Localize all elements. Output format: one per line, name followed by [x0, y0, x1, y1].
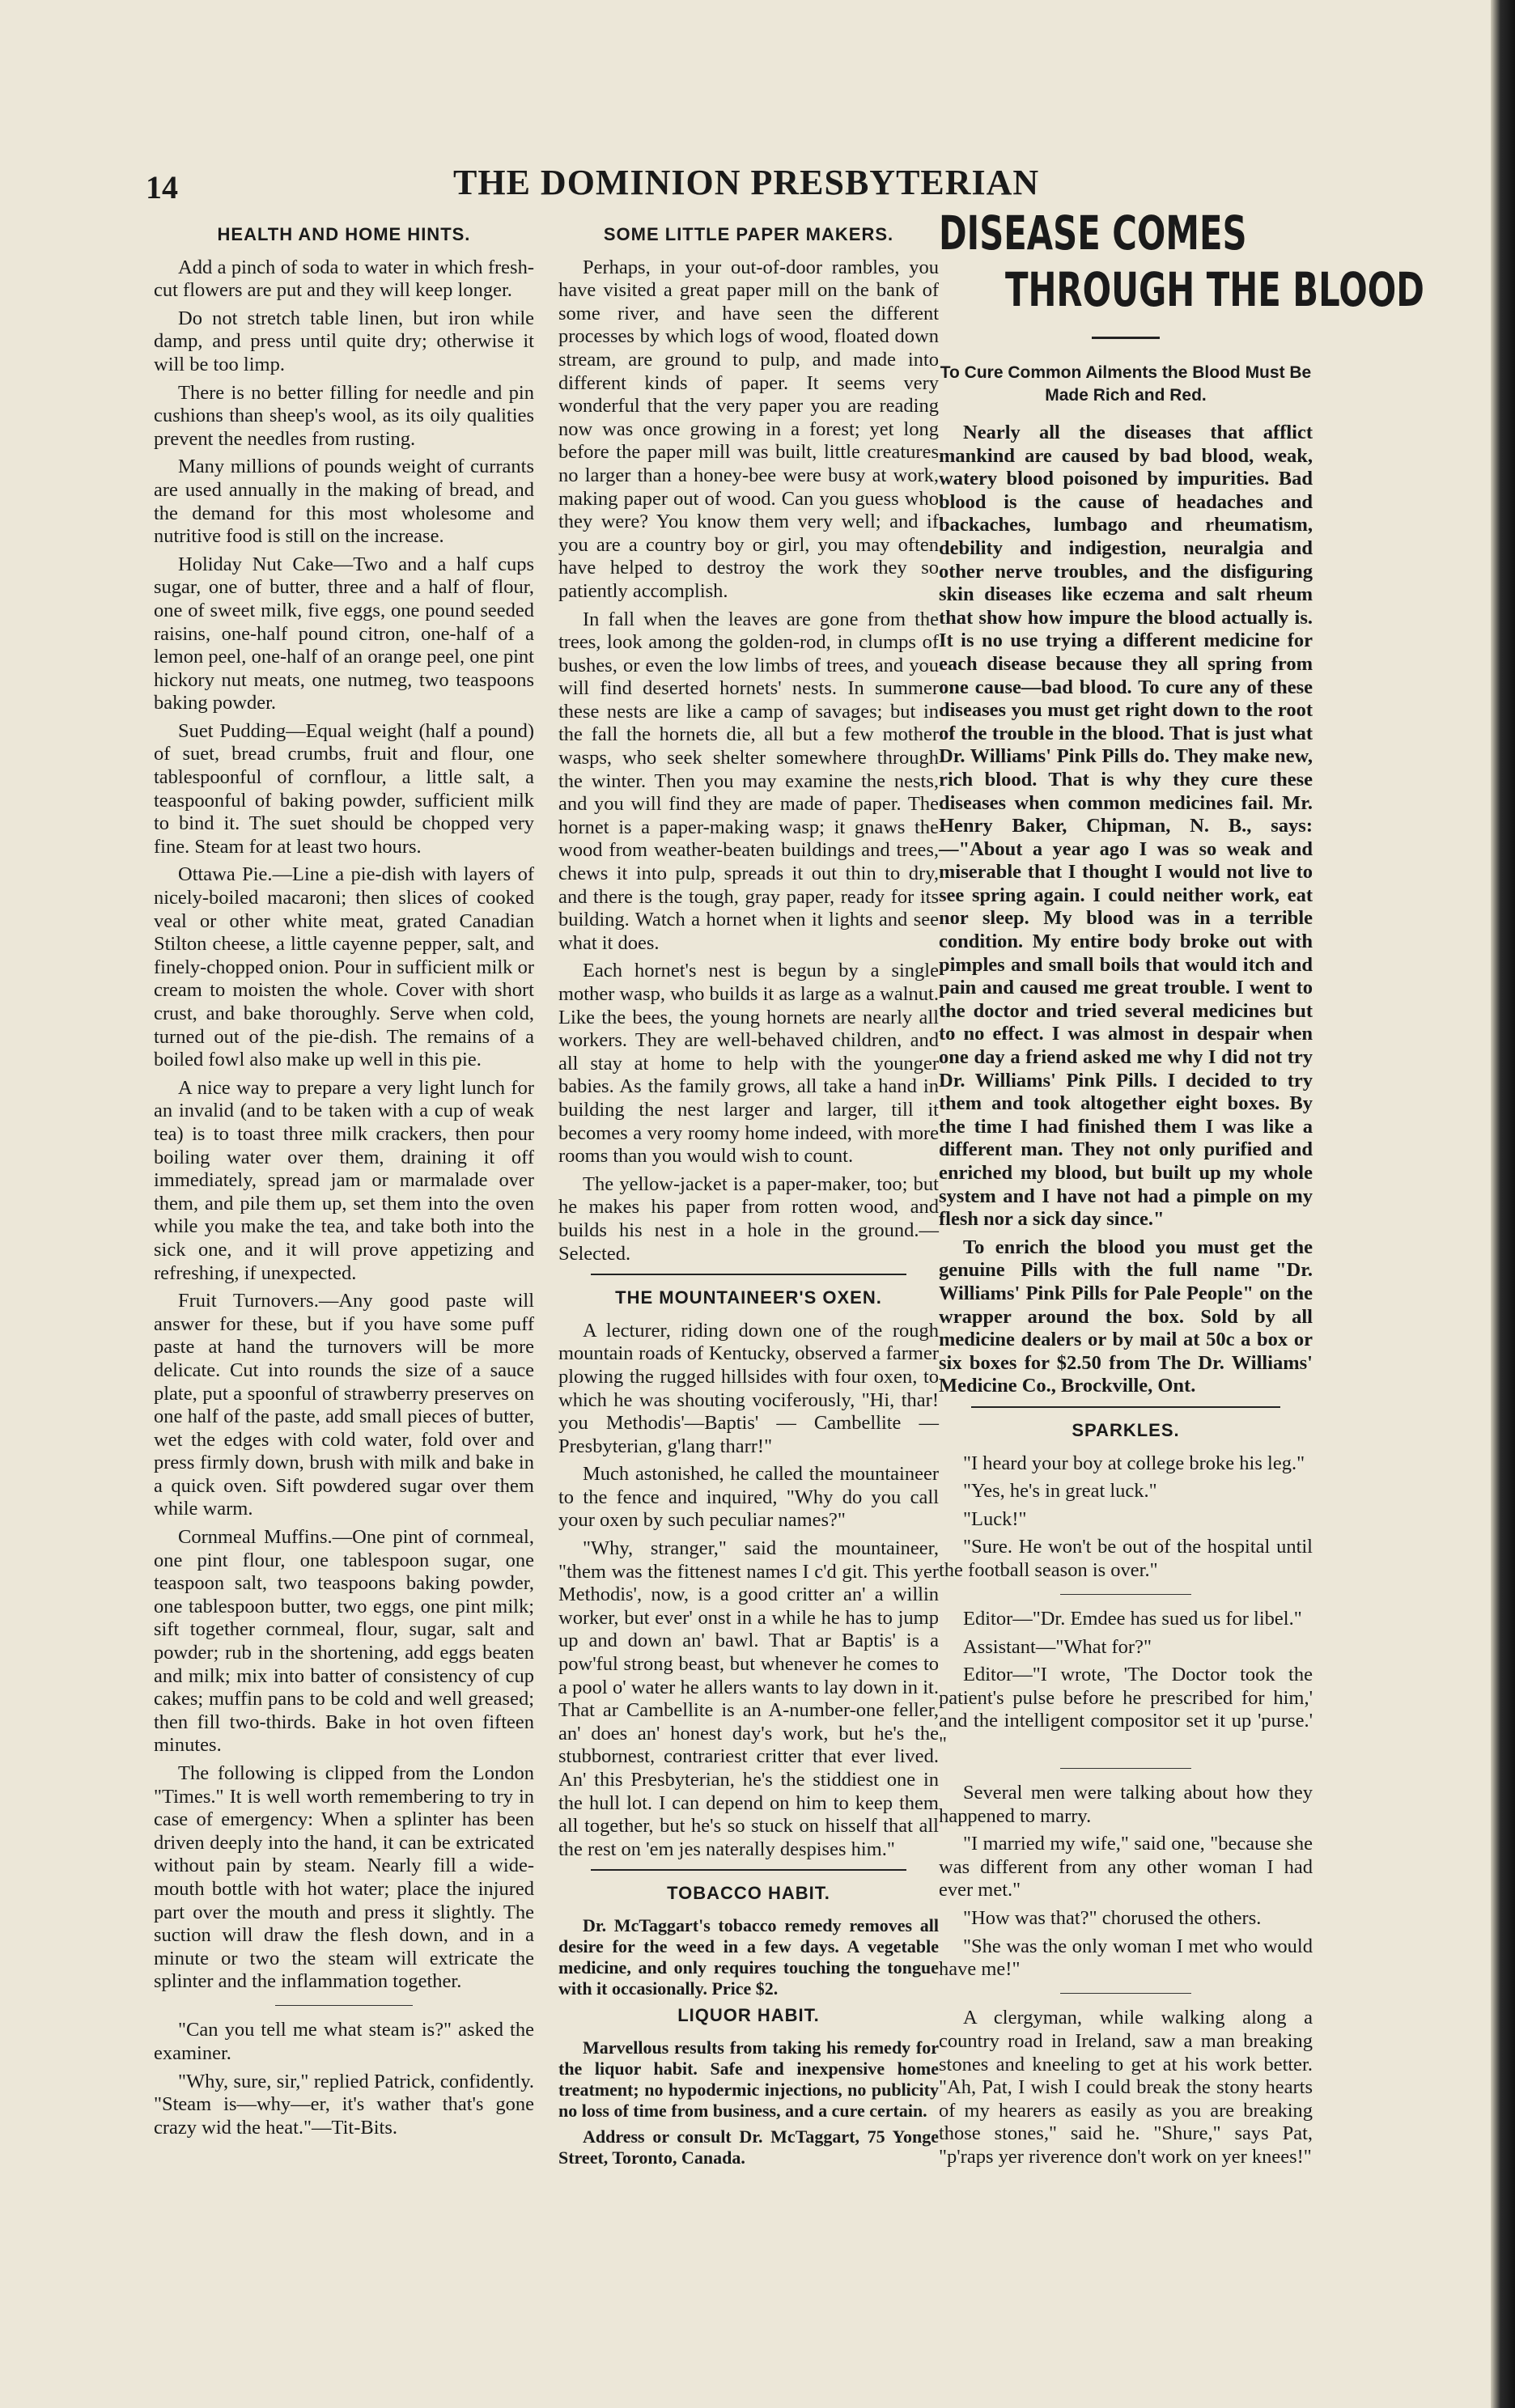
ad-text-liquor: Marvellous results from taking his remedy for the liquor habit. Safe and inexpensive home treatment; no hypodermic injections, no publicity no loss of time from business, and a cure certain.: [558, 2037, 939, 2121]
article-paragraph: A nice way to prepare a very light lunch for an invalid (and to be taken with a cup of weak tea) is to toast three milk crackers, then pour boiling water over them, draining it off immediately, spread jam or marmalade over them, and pile them up, set them into the oven while you make the tea, and take both into the sick one, and it will prove appetizing and refreshing, if unexpected.: [154, 1076, 534, 1284]
article-paragraph: Add a pinch of soda to water in which fresh-cut flowers are put and they will keep longer.: [154, 256, 534, 302]
article-paragraph: Each hornet's nest is begun by a single mother wasp, who builds it as large as a walnut. Like the bees, the young hornets are nearly all workers. They are well-behaved children, and all stay at home to help with the younger babies. As the family grows, all take a hand in building the nest larger and larger, till it becomes a very roomy home indeed, with more rooms than you would wish to count.: [558, 960, 939, 1168]
divider: [1060, 1993, 1191, 1995]
page-number: 14: [146, 169, 178, 206]
sparkle-line: "Sure. He won't be out of the hospital until the football season is over.": [939, 1536, 1313, 1581]
divider: [591, 1869, 906, 1871]
sparkle-line: "How was that?" chorused the others.: [963, 1907, 1262, 1930]
article-paragraph: Fruit Turnovers.—Any good paste will answer for these, but if you have some puff paste at hand the turnovers will be more delicate. Cut into rounds the size of a sauce plate, put a spoonful of strawberry preserves on one half of the paste, add small pieces of butter, wet the edges with cold water, fold over and press firmly down, brush with milk and bake in a quick oven. Sift powdered sugar over them while warm.: [154, 1290, 534, 1520]
section-title-mountaineers-oxen: THE MOUNTAINEER'S OXEN.: [615, 1287, 882, 1308]
article-paragraph: Ottawa Pie.—Line a pie-dish with layers of nicely-boiled macaroni; then slices of cooked veal or other white meat, grated Canadian Stilton cheese, a little cayenne pepper, salt, and finely-chopped onion. Pour in sufficient milk or cream to moisten the whole. Cover with short crust, and bake thoroughly. Serve when cold, turned out of the pie-dish. The remains of a boiled fowl also make up well in this pie.: [154, 863, 534, 1071]
article-paragraph: There is no better filling for needle and pin cushions than sheep's wool, as its oily qualities prevent the needles from rusting.: [154, 381, 534, 450]
article-paragraph: Much astonished, he called the mountaineer to the fence and inquired, "Why do you call your oxen by such peculiar names?": [558, 1463, 939, 1532]
article-paragraph: Many millions of pounds weight of currants are used annually in the making of bread, and the demand for this most wholesome and nutritive food is still on the increase.: [154, 456, 534, 548]
ad-paragraph: Nearly all the diseases that afflict mankind are caused by bad blood, weak, watery blood poisoned by impurities. Bad blood is the cause of headaches and backaches, lumbago and rheumatism, debility and indigestion, neuralgia and other nerve troubles, and the disfiguring skin diseases like eczema and salt rheum that show how impure the blood actually is. It is no use trying a different medicine for each disease because they all spring from one cause—bad blood. To cure any of these diseases you must get right down to the root of the trouble in the blood. That is just what Dr. Williams' Pink Pills do. They make new, rich blood. That is why they cure these diseases when common medicines fail. Mr. Henry Baker, Chipman, N. B., says:—"About a year ago I was so weak and miserable that I thought I would not live to see spring again. I could neither work, eat nor sleep. My blood was in a terrible condition. My entire body broke out with pimples and small boils that would itch and pain and caused me great trouble. I went to the doctor and tried several medicines but to no effect. I was almost in despair when one day a friend asked me why I did not try Dr. Williams' Pink Pills. I decided to try them and took altogether eight boxes. By the time I had finished them I was like a different man. They not only purified and enriched my blood, but built up my whole system and I have not had a pimple on my flesh nor a sick day since.": [939, 422, 1313, 1231]
joke-paragraph: "Can you tell me what steam is?" asked the examiner.: [154, 2019, 534, 2065]
ad-text-address: Address or consult Dr. McTaggart, 75 Yonge Street, Toronto, Canada.: [558, 2126, 939, 2168]
ad-paragraph: To enrich the blood you must get the genuine Pills with the full name "Dr. Williams' Pink Pills for Pale People" on the wrapper around the box. Sold by all medicine dealers or by mail at 50c a box or six boxes for $2.50 from The Dr. Williams' Medicine Co., Brockville, Ont.: [939, 1236, 1313, 1397]
joke-paragraph: "Why, sure, sir," replied Patrick, confidently. "Steam is—why—er, it's wather that's gone crazy wid the heat."—Tit-Bits.: [154, 2070, 534, 2139]
ad-text-tobacco: Dr. McTaggart's tobacco remedy removes all desire for the weed in a few days. A vegetable medicine, and only requires touching the tongue with it occasionally. Price $2.: [558, 1914, 939, 1999]
subheadline: To Cure Common Ailments the Blood Must Be Made Rich and Red.: [940, 363, 1312, 405]
section-title-paper-makers: SOME LITTLE PAPER MAKERS.: [603, 224, 894, 244]
divider: [591, 1274, 906, 1275]
article-paragraph: The following is clipped from the London "Times." It is well worth remembering to try in case of emergency: When a splinter has been driven deeply into the hand, it can be extricated without pain by steam. Nearly fill a wide-mouth bottle with hot water; place the injured part over the mouth and press it slightly. The suction will draw the flesh down, and in a minute or two the steam will extricate the splinter and the inflammation together.: [154, 1762, 534, 1993]
page-header: [146, 159, 1040, 215]
divider: [1060, 1594, 1191, 1596]
headline-through-the-blood: THROUGH THE BLOOD: [1005, 262, 1424, 317]
ad-title-liquor-habit: LIQUOR HABIT.: [677, 2004, 820, 2025]
divider: [971, 1406, 1280, 1408]
divider: [275, 2005, 413, 2007]
column-disease-blood: [939, 206, 1424, 2173]
divider: [1060, 1768, 1191, 1770]
section-title-sparkles: SPARKLES.: [1072, 1419, 1180, 1440]
sparkle-line: "She was the only woman I met who would have me!": [939, 1935, 1313, 1981]
sparkle-line: "Yes, he's in great luck.": [963, 1480, 1157, 1503]
sparkle-line: Several men were talking about how they happened to marry.: [939, 1782, 1313, 1827]
masthead-title: THE DOMINION PRESBYTERIAN: [453, 163, 1040, 202]
column-paper-makers: [558, 218, 939, 2173]
article-paragraph: Cornmeal Muffins.—One pint of cornmeal, one pint flour, one tablespoon sugar, one teaspoon salt, two teaspoons baking powder, one tablespoon butter, two eggs, one pint milk; sift together cornmeal, flour, sugar, salt and powder; rub in the shortening, add eggs beaten and milk; mix into batter of consistency of cup cakes; muffin pans to be cold and well greased; then fill two-thirds. Bake in hot oven fifteen minutes.: [154, 1526, 534, 1757]
headline-disease-comes: DISEASE COMES: [939, 206, 1247, 261]
article-paragraph: "Why, stranger," said the mountaineer, "them was the fittenest names I c'd git. This yer Methodis', now, is a good critter an' a willin worker, but ever' onst in a while he has to jump up and down an' bawl. That ar Baptis' is a pow'ful strong beast, but whenever he comes to a pool o' water he allers wants to lay down in it. That ar Cambellite is an A-number-one feller, an' does an' honest day's work, but he's the stubbornest, contrariest critter that ever lived. An' this Presbyterian, he's the stiddiest one in the hull lot. I can depend on him to keep them all together, but he's so stuck on hisself that all the rest on 'em jes naterally despises him.": [558, 1537, 939, 1860]
article-paragraph: Do not stretch table linen, but iron while damp, and press until quite dry; otherwise it will be too limp.: [154, 307, 534, 375]
article-paragraph: In fall when the leaves are gone from the trees, look among the golden-rod, in clumps of bushes, or even the low limbs of trees, and you will find deserted hornets' nests. In summer these nests are like a camp of savages; but in the fall the hornets die, all but a few mother wasps, who seek shelter somewhere through the winter. Then you may examine the nests, and you will find they are made of paper. The hornet is a paper-making wasp; it gnaws the wood from weather-beaten buildings and trees, chews it into pulp, spreads it out thin to dry, and there is the tough, gray paper, ready for its building. Watch a hornet when it lights and see what it does.: [558, 608, 939, 954]
headline-rule: [1092, 337, 1160, 339]
article-paragraph: The yellow-jacket is a paper-maker, too; but he makes his paper from rotten wood, and builds his nest in a hole in the ground.—Selected.: [558, 1172, 939, 1265]
sparkle-line: "Luck!": [963, 1507, 1027, 1530]
sparkle-line: Editor—"I wrote, 'The Doctor took the patient's pulse before he prescribed for him,' and the intelligent compositor set it up 'purse.' ": [939, 1664, 1313, 1755]
sparkle-line: Assistant—"What for?": [963, 1635, 1152, 1658]
article-paragraph: Suet Pudding—Equal weight (half a pound) of suet, bread crumbs, fruit and flour, one tablespoonful of cornflour, a little salt, a teaspoonful of baking powder, sufficient milk to bind it. The suet should be chopped very fine. Steam for at least two hours.: [154, 719, 534, 858]
ad-title-tobacco-habit: TOBACCO HABIT.: [667, 1883, 830, 1904]
article-paragraph: Perhaps, in your out-of-door rambles, you have visited a great paper mill on the bank of some river, and have seen the different processes by which logs of wood, floated down stream, are ground to pulp, and made into different kinds of paper. It seems very wonderful that the very paper you are reading now was once growing in a forest; yet long before the paper mill was built, little creatures no larger than a honey-bee were busy at work, making paper out of wood. Can you guess who they were? You know them very well; and if you are a country boy or girl, you may often have helped to destroy the work they so patiently accomplish.: [558, 256, 939, 602]
article-paragraph: Holiday Nut Cake—Two and a half cups sugar, one of butter, three and a half of flour, one of sweet milk, five eggs, one pound seeded raisins, one-half pound citron, one-half of a lemon peel, one-half of an orange peel, one pint hickory nut meats, one nutmeg, two teaspoons baking powder.: [154, 553, 534, 714]
column-health-home-hints: [154, 218, 534, 2144]
section-title-health-hints: HEALTH AND HOME HINTS.: [217, 224, 471, 244]
article-paragraph: A lecturer, riding down one of the rough mountain roads of Kentucky, observed a farmer plowing the rugged hillsides with four oxen, to which he was shouting vociferously, "Hi, thar! you Methodis'—Baptis' — Cambellite — Presbyterian, g'lang tharr!": [558, 1319, 939, 1457]
sparkle-line: Editor—"Dr. Emdee has sued us for libel.": [963, 1608, 1302, 1630]
sparkle-line: A clergyman, while walking along a country road in Ireland, saw a man breaking stones and kneeling to get at his work better. "Ah, Pat, I wish I could break the stony hearts of my hearers as easily as you are breaking those stones," said he. "Shure," says Pat, "p'raps yer riverence don't work on yer knees!": [939, 2007, 1313, 2168]
sparkle-line: "I married my wife," said one, "because she was different from any other woman I had ever met.": [939, 1833, 1313, 1901]
sparkle-line: "I heard your boy at college broke his leg.": [963, 1452, 1305, 1474]
scan-edge-strip: [1491, 0, 1515, 2408]
